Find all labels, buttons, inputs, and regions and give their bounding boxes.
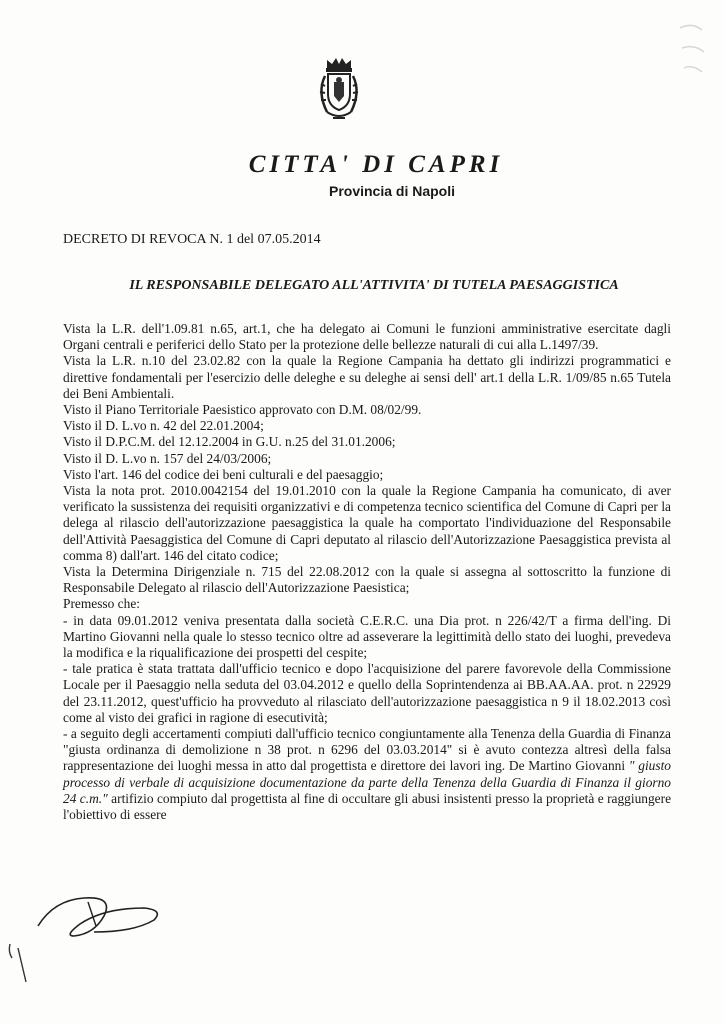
city-coat-of-arms-icon: [313, 56, 365, 126]
city-title: CITTA' DI CAPRI: [248, 151, 504, 178]
province-subtitle: Provincia di Napoli: [328, 183, 456, 199]
paragraph: Vista la Determina Dirigenziale n. 715 del 22.08.2012 con la quale si assegna al sottoscritto la funzione di Responsabile Delegato al rilascio dell'Autorizzazione Paesistica;: [63, 564, 671, 596]
paragraph: - in data 09.01.2012 veniva presentata dalla società C.E.R.C. una Dia prot. n 226/42/T a firma dell'ing. Di Martino Giovanni nella quale lo stesso tecnico oltre ad asseverare la legittimità dello stato dei luoghi, prevedeva la modifica e la riqualificazione dei prospetti del cespite;: [63, 612, 671, 661]
paragraph: Visto il D. L.vo n. 42 del 22.01.2004;: [63, 418, 264, 434]
paragraph: Vista la L.R. dell'1.09.81 n.65, art.1, che ha delegato ai Comuni le funzioni amministrative esercitate dagli Organi centrali e periferici dello Stato per la protezione delle bellezze naturali di cui alla L.1497/39.: [63, 321, 671, 353]
paragraph: Visto l'art. 146 del codice dei beni culturali e del paesaggio;: [63, 466, 384, 482]
decree-number-line: DECRETO DI REVOCA N. 1 del 07.05.2014: [63, 232, 321, 247]
italic-quote: " giusto processo di verbale di acquisizione documentazione da parte della Tenenza della Guardia di Finanza il giorno 24 c.m.": [63, 758, 671, 806]
paragraph: Vista la L.R. n.10 del 23.02.82 con la quale la Regione Campania ha dettato gli indirizzi programmatici e direttive fondamentali per l'esercizio delle deleghe e su deleghe ai sensi dell' art.1 della L.R. 1/09/85 n.65 Tutela dei Beni Ambientali.: [63, 353, 671, 401]
paragraph: Vista la nota prot. 2010.0042154 del 19.01.2010 con la quale la Regione Campania ha comunicato, di aver verificato la sussistenza dei requisiti organizzativi e di competenza tecnico scientifica del Comune di Capri per la delega al rilascio dell'autorizzazione paesaggistica la quale ha comportato l'individuazione del Responsabile dell'Attività Paesaggistica del Comune di Capri deputato al rilascio dell'Autorizzazione Paesaggistica prevista al comma 8) dall'art. 146 del citato codice;: [63, 483, 671, 563]
paragraph: Visto il D. L.vo n. 157 del 24/03/2006;: [63, 450, 272, 466]
paragraph-last: [63, 726, 671, 823]
document-body: [63, 321, 671, 823]
paragraph: - tale pratica è stata trattata dall'ufficio tecnico e dopo l'acquisizione del parere favorevole della Commissione Locale per il Paesaggio nella seduta del 03.04.2012 e quello della Soprintendenza ai BB.AA.AA. prot. n 22929 del 23.11.2012, quest'ufficio ha provveduto al rilasciato dell'autorizzazione paesaggistica n 9 il 18.02.2013 così come al visto dei grafici in ragione di esecutività;: [63, 661, 671, 725]
document-heading: IL RESPONSABILE DELEGATO ALL'ATTIVITA' DI TUTELA PAESAGGISTICA: [129, 278, 619, 293]
paragraph: Premesso che:: [63, 596, 140, 612]
margin-pen-mark: [4, 938, 32, 990]
faint-stamp-mark: [672, 18, 712, 88]
paragraph: Visto il D.P.C.M. del 12.12.2004 in G.U. n.25 del 31.01.2006;: [63, 434, 396, 450]
handwritten-signature: [34, 886, 174, 946]
paragraph: Visto il Piano Territoriale Paesistico approvato con D.M. 08/02/99.: [63, 402, 422, 418]
paragraph-text: artifizio compiuto dal progettista al fine di occultare gli abusi insistenti presso la proprietà e raggiungere l'obiettivo di essere: [63, 790, 672, 823]
paragraph-text: - a seguito degli accertamenti compiuti dall'ufficio tecnico congiuntamente alla Tenenza della Guardia di Finanza "giusta ordinanza di demolizione n 38 prot. n 6296 del 03.03.2014" si è avuto contezza altresì della falsa rappresentazione dei luoghi messa in atto dal progettista e direttore dei lavori ing. De Martino Giovanni: [63, 726, 671, 774]
